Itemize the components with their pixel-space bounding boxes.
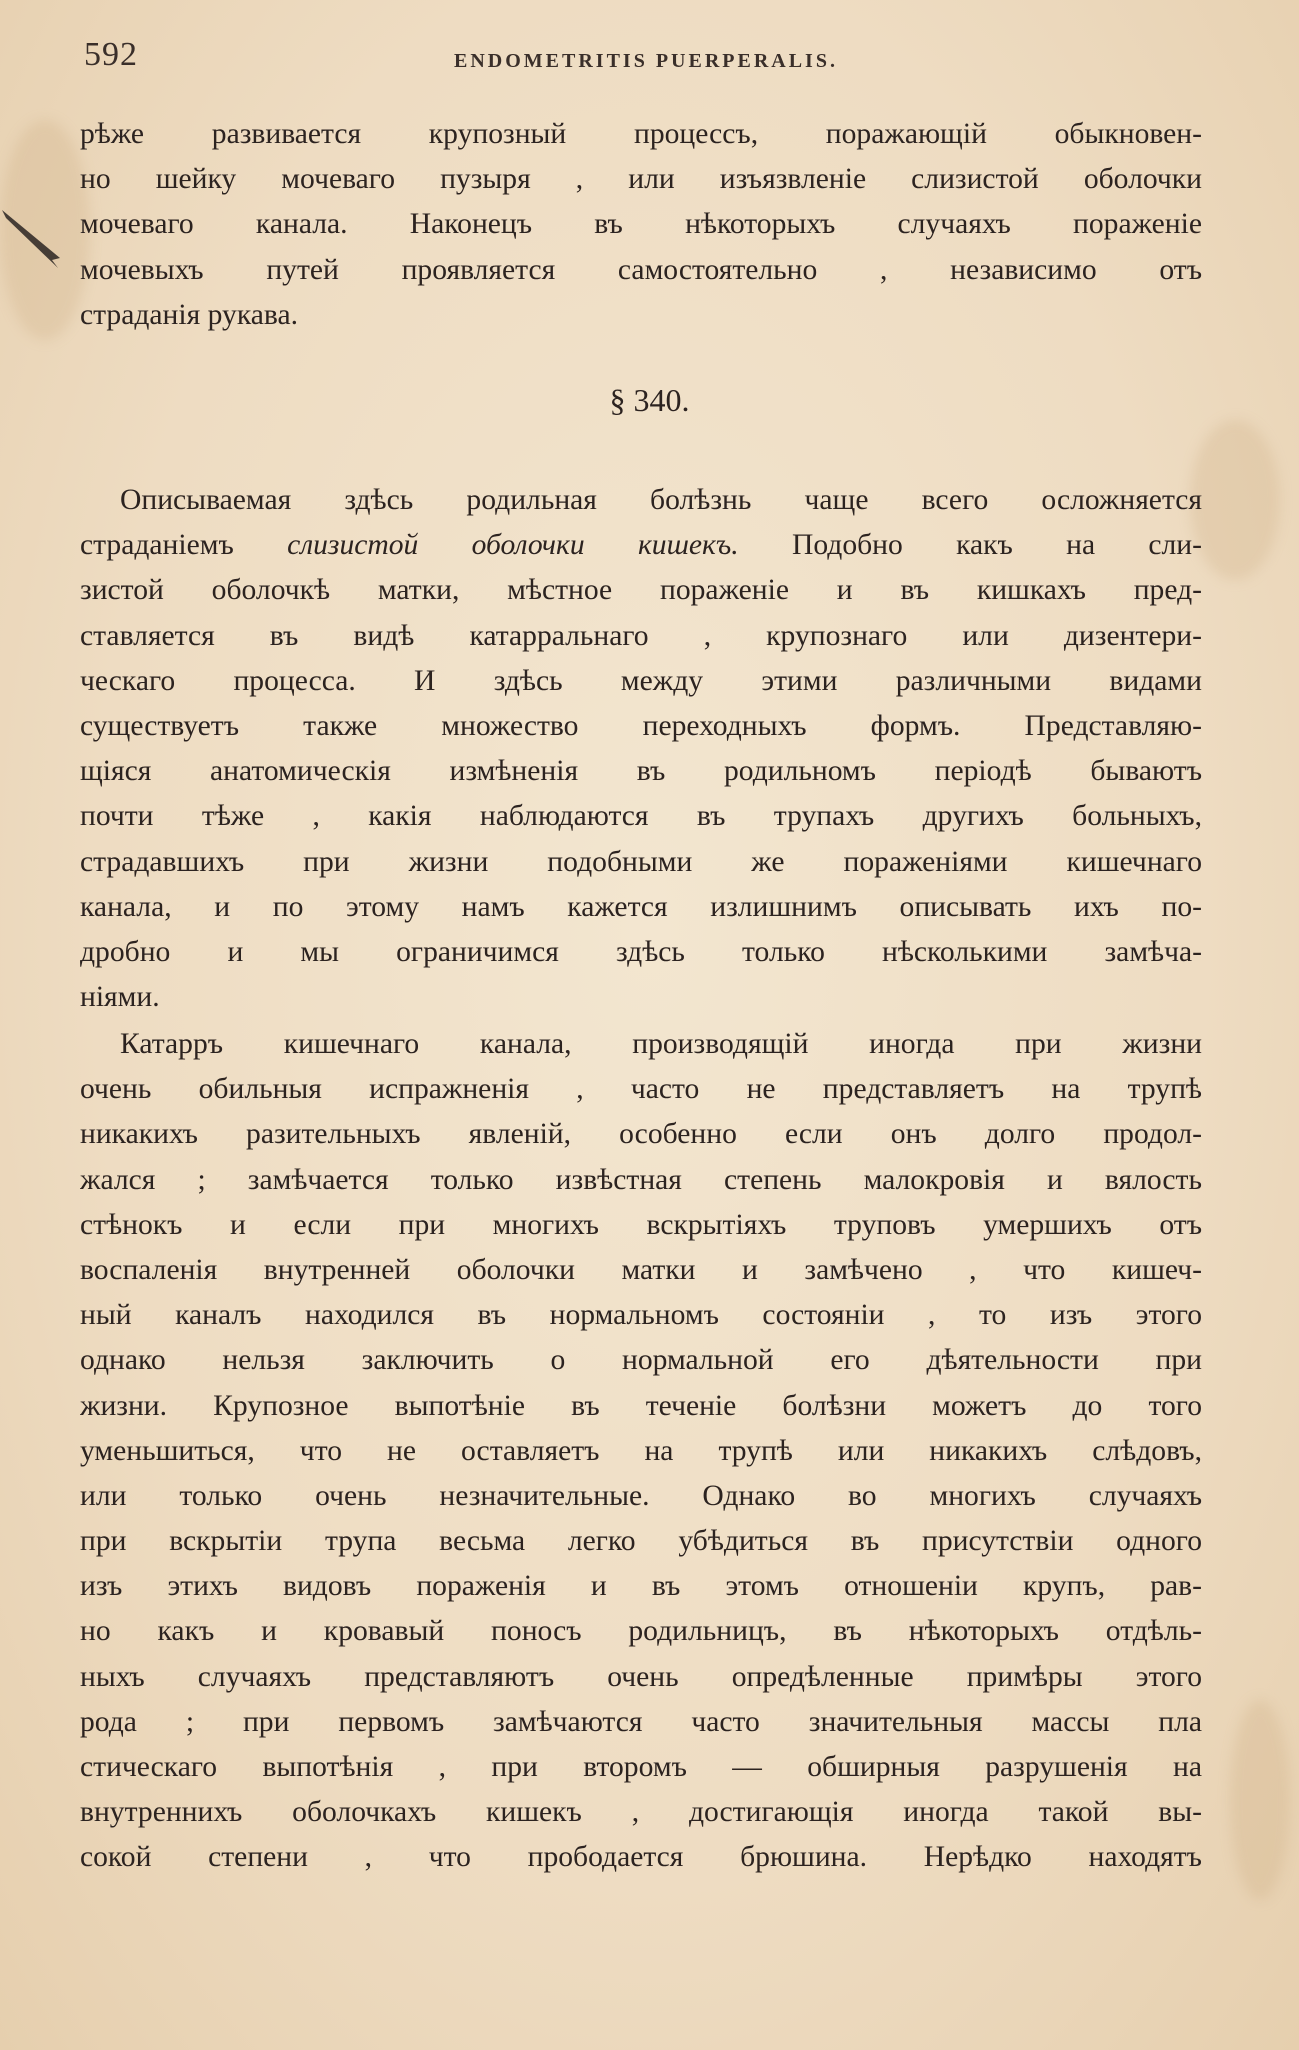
- paper-stain: [1190, 420, 1280, 580]
- text-line: изъ этихъ видовъ пораженія и въ этомъ отношеніи крупъ, рав-: [80, 1570, 1202, 1603]
- text-span: Подобно какъ на сли-: [738, 529, 1202, 562]
- text-line: мочевыхъ путей проявляется самостоятельно , независимо отъ: [80, 253, 1202, 286]
- text-line: [80, 523, 1202, 568]
- text-line: рѣже развивается крупозный процессъ, поражающій обыкновен-: [80, 118, 1202, 150]
- text-line: жался ; замѣчается только извѣстная степень малокровія и вялость: [80, 1163, 1202, 1196]
- paper-stain: [1230, 1700, 1290, 1900]
- text-line: но шейку мочеваго пузыря , или изъязвленіе слизистой оболочки: [80, 163, 1202, 196]
- text-line: дробно и мы ограничимся здѣсь только нѣсколькими замѣча-: [80, 935, 1202, 968]
- text-line: уменьшиться, что не оставляетъ на трупѣ или никакихъ слѣдовъ,: [80, 1434, 1202, 1467]
- running-head: ENDOMETRITIS PUERPERALIS.: [454, 50, 838, 72]
- text-line: но какъ и кровавый поносъ родильницъ, въ нѣкоторыхъ отдѣль-: [80, 1615, 1202, 1648]
- text-line: стическаго выпотѣнія , при второмъ — обширныя разрушенія на: [80, 1751, 1202, 1783]
- text-line: ныхъ случаяхъ представляютъ очень опредѣленные примѣры этого: [80, 1660, 1202, 1693]
- text-line: ставляется въ видѣ катарральнаго , крупознаго или дизентери-: [80, 619, 1202, 652]
- text-line: почти тѣже , какія наблюдаются въ трупахъ другихъ больныхъ,: [80, 800, 1202, 833]
- text-line: или только очень незначительные. Однако во многихъ случаяхъ: [80, 1479, 1202, 1512]
- text-line: ческаго процесса. И здѣсь между этими различными видами: [80, 664, 1202, 697]
- text-line: при вскрытіи трупа весьма легко убѣдиться въ присутствіи одного: [80, 1525, 1202, 1558]
- text-line: рода ; при первомъ замѣчаются часто значительныя массы пла: [80, 1705, 1202, 1738]
- text-line: существуетъ также множество переходныхъ формъ. Представляю-: [80, 709, 1202, 742]
- text-line: воспаленія внутренней оболочки матки и замѣчено , что кишеч-: [80, 1253, 1202, 1286]
- text-line: ный каналъ находился въ нормальномъ состояніи , то изъ этого: [80, 1299, 1202, 1332]
- paragraph-2: [80, 1022, 1202, 1881]
- page-header: [84, 36, 1204, 86]
- margin-pencil-mark: [0, 198, 70, 278]
- top-paragraph: [80, 112, 1202, 338]
- text-line: Описываемая здѣсь родильная болѣзнь чаще всего осложняется: [120, 484, 1202, 516]
- text-line: сокой степени , что прободается брюшина. Нерѣдко находятъ: [80, 1841, 1202, 1874]
- text-line: щіяся анатомическія измѣненія въ родильномъ періодѣ бываютъ: [80, 755, 1202, 788]
- text-line: стѣнокъ и если при многихъ вскрытіяхъ труповъ умершихъ отъ: [80, 1208, 1202, 1241]
- text-line: страданія рукава.: [80, 298, 299, 331]
- text-line: мочеваго канала. Наконецъ въ нѣкоторыхъ случаяхъ пораженіе: [80, 208, 1202, 241]
- text-line: жизни. Крупозное выпотѣніе въ теченіе болѣзни можетъ до того: [80, 1389, 1202, 1422]
- section-heading: § 340.: [609, 382, 690, 418]
- text-line: Катарръ кишечнаго канала, производящій иногда при жизни: [120, 1028, 1202, 1060]
- paragraph-1: [80, 478, 1202, 1020]
- text-span: страданіемъ: [80, 529, 288, 562]
- text-line: однако нельзя заключить о нормальной его дѣятельности при: [80, 1344, 1202, 1377]
- text-line: канала, и по этому намъ кажется излишнимъ описывать ихъ по-: [80, 890, 1202, 923]
- text-line: внутреннихъ оболочкахъ кишекъ , достигающія иногда такой вы-: [80, 1796, 1202, 1829]
- italic-emphasis: слизистой оболочки кишекъ.: [287, 529, 739, 562]
- text-line: зистой оболочкѣ матки, мѣстное пораженіе и въ кишкахъ пред-: [80, 574, 1202, 607]
- text-line: никакихъ разительныхъ явленій, особенно если онъ долго продол-: [80, 1118, 1202, 1151]
- text-line: очень обильныя испражненія , часто не представляетъ на трупѣ: [80, 1073, 1202, 1106]
- text-line: страдавшихъ при жизни подобными же пораженіями кишечнаго: [80, 845, 1202, 878]
- text-line: ніями.: [80, 981, 160, 1014]
- page-number: 592: [84, 36, 138, 73]
